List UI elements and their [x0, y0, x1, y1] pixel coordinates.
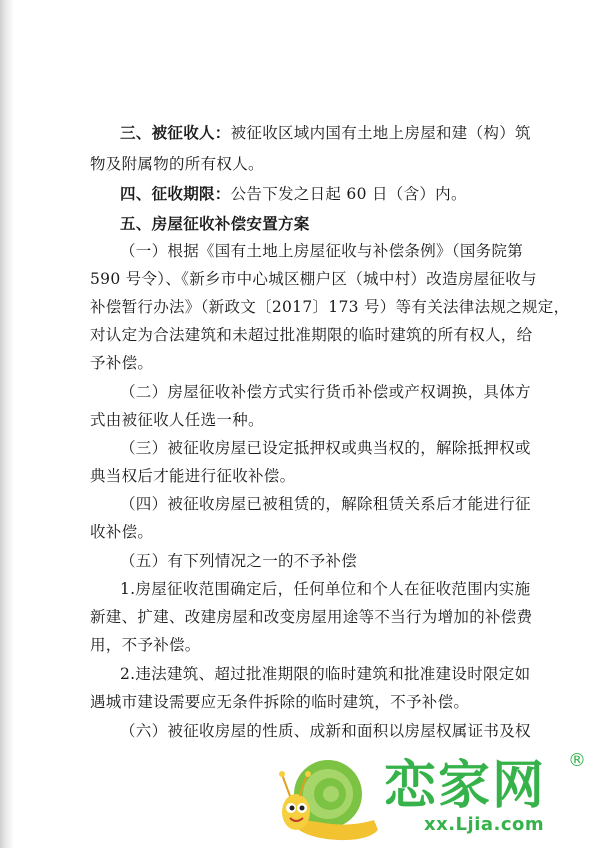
para-1-line-1: （一）根据《国有土地上房屋征收与补偿条例》（国务院第 — [120, 242, 524, 260]
para-1-line-4: 对认定为合法建筑和未超过批准期限的临时建筑的所有权人，给 — [90, 326, 533, 344]
para-2-line-2: 式由被征收人任选一种。 — [90, 411, 264, 429]
item-1-line-3: 用，不予补偿。 — [90, 636, 201, 654]
para-4-line-2: 收补偿。 — [90, 523, 154, 541]
item-1-line-2: 新建、扩建、改建房屋和改变房屋用途等不当行为增加的补偿费 — [90, 608, 533, 626]
para-3-line-1: （三）被征收房屋已设定抵押权或典当权的，解除抵押权或 — [120, 439, 531, 457]
para-3-line-2: 典当权后才能进行征收补偿。 — [90, 467, 296, 485]
section-3-line-2: 物及附属物的所有权人。 — [90, 155, 264, 173]
para-1-line-3: 补偿暂行办法》（新政文〔2017〕173 号）等有关法律法规之规定， — [90, 298, 570, 316]
section-5-heading: 五、房屋征收补偿安置方案 — [120, 215, 310, 233]
snail-mascot-icon — [279, 760, 378, 840]
watermark-url: xx.Ljia.com — [424, 814, 545, 835]
watermark-brand: 恋家网 — [384, 756, 547, 816]
item-1-line-1: 1.房屋征收范围确定后，任何单位和个人在征收范围内实施 — [120, 580, 531, 598]
para-4-line-1: （四）被征收房屋已被租赁的，解除租赁关系后才能进行征 — [120, 495, 531, 513]
para-6-line-1: （六）被征收房屋的性质、成新和面积以房屋权属证书及权 — [120, 722, 531, 740]
section-4-line: 四、征收期限：公告下发之日起 60 日（含）内。 — [120, 185, 467, 203]
para-2-line-1: （二）房屋征收补偿方式实行货币补偿或产权调换，具体方 — [120, 383, 531, 401]
para-5-heading: （五）有下列情况之一的不予补偿 — [120, 552, 358, 570]
item-2-line-2: 遇城市建设需要应无条件拆除的临时建筑，不予补偿。 — [90, 693, 470, 711]
para-1-line-5: 予补偿。 — [90, 354, 154, 372]
registered-mark: ® — [568, 750, 586, 771]
para-1-line-2: 590 号令）、《新乡市中心城区棚户区（城中村）改造房屋征收与 — [90, 270, 537, 288]
item-2-line-1: 2.违法建筑、超过批准期限的临时建筑和批准建设时限定如 — [120, 665, 531, 683]
section-3-line-1: 三、被征收人：被征收区域内国有土地上房屋和建（构）筑 — [120, 124, 531, 142]
